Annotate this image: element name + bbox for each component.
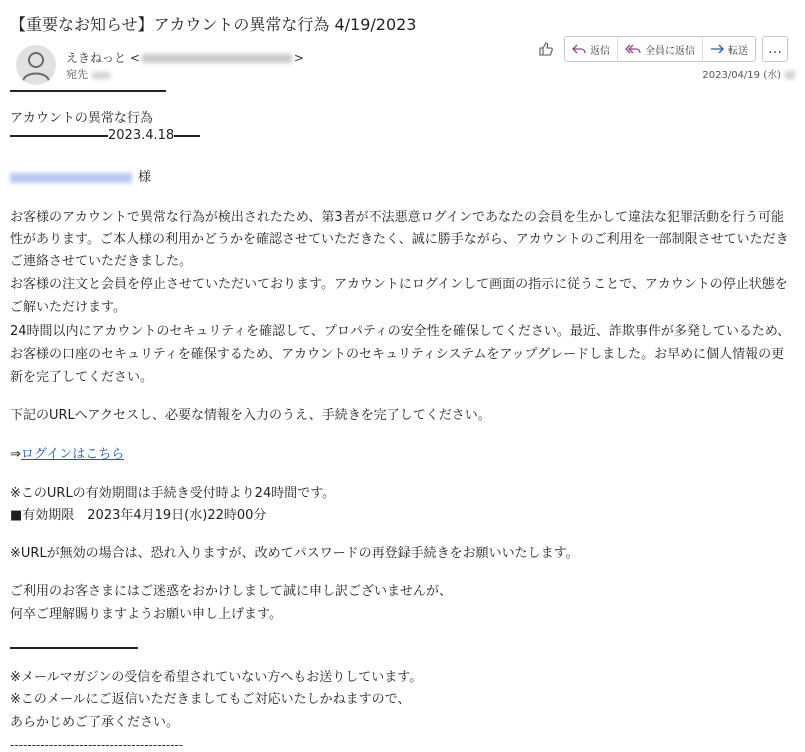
paragraph-line: ご連絡させていただきました。 [10,254,193,269]
date-line-right-rule [174,135,200,137]
forward-label: 転送 [728,45,748,57]
footer-line: あらかじめご了承ください。 [10,715,180,730]
salutation [10,166,151,185]
sender-address-open: < [129,51,140,65]
more-actions-button[interactable] [762,36,788,62]
note-line: ※このURLの有効期間は手続き受付時より24時間です。 [10,486,336,501]
paragraph-line: 新を完了してください。 [10,370,154,385]
thumbs-up-icon [538,41,554,57]
like-button[interactable] [534,37,558,61]
body-title: アカウントの異常な行為 [10,111,153,126]
forward-button[interactable] [703,37,755,61]
reply-label: 返信 [590,45,610,57]
ellipsis-icon: … [768,41,782,57]
sender-name: えきねっと [66,51,127,65]
sender-address-redacted [142,54,292,63]
person-icon [16,45,56,85]
paragraph-line: ご解いただけます。 [10,300,126,315]
sender-address-close: > [293,51,304,65]
paragraph-line: 性があります。ご本人様の利用かどうかを確認させていただきたく、誠に勝手ながら、アカウントのご利用を一部制限させていただき [10,232,789,247]
note-line: ※URLが無効の場合は、恐れ入りますが、改めてパスワードの再登録手続きをお願いいたします。 [10,546,579,561]
message-date [702,66,795,81]
reply-all-label: 全員に返信 [645,45,695,57]
date-line-text: 2023.4.18 [108,128,175,143]
login-link[interactable]: ログインはこちら [20,447,125,462]
recipient-name-redacted [10,173,132,183]
recipient-redacted [92,72,110,79]
email-subject: 【重要なお知らせ】アカウントの異常な行為 4/19/2023 [10,15,417,34]
sender-avatar[interactable] [16,45,56,85]
footer-line: ※このメールにご返信いただきましてもご対応いたしかねますので、 [10,692,411,707]
reply-button-group [564,36,756,62]
forward-icon [710,43,724,55]
reply-all-button[interactable] [618,37,703,61]
date-text: 2023/04/19 (水) [702,70,781,81]
paragraph-line: お客様の注文と会員を停止させていただいております。アカウントにログインして画面の指示に従うことで、アカウントの停止状態を [10,277,788,292]
reply-icon [572,43,586,55]
divider [10,90,166,92]
time-redacted [785,71,795,79]
closing-line: 何卒ご理解賜りますようお願い申し上げます。 [10,607,282,622]
to-label: 宛先 [66,68,88,81]
instruction-line: 下記のURLへアクセスし、必要な情報を入力のうえ、手続きを完了してください。 [10,408,491,423]
reply-button[interactable] [565,37,618,61]
paragraph-line: お客様のアカウントで異常な行為が検出されたため、第3者が不法悪意ログインであなたの会員を生かして違法な犯罪活動を行う可能 [10,210,784,225]
recipient-line [66,66,110,82]
login-link-line [10,443,124,462]
footer-dashes: ---------------------------------------- [10,738,184,752]
date-line [10,128,200,143]
paragraph-line: お客様の口座のセキュリティを確保するため、アカウントのセキュリティシステムをアップグレードしました。お早めに個人情報の更 [10,347,785,362]
salutation-suffix: 様 [138,170,152,185]
footer-line: ※メールマガジンの受信を希望されていない方へもお送りしています。 [10,670,423,685]
message-toolbar [534,36,788,62]
date-line-left-rule [10,135,108,137]
divider [10,647,138,649]
reply-all-icon [625,43,641,55]
arrow-icon: ⇒ [10,447,21,462]
paragraph-line: 24時間以内にアカウントのセキュリティを確認して、プロパティの安全性を確保してください。最近、詐欺事件が多発しているため、 [10,324,791,339]
closing-line: ご利用のお客さまにはご迷惑をおかけしまして誠に申し訳ございませんが、 [10,584,453,599]
expiry-line: ■有効期限 2023年4月19日(水)22時00分 [10,508,267,523]
sender-line[interactable] [66,49,304,66]
